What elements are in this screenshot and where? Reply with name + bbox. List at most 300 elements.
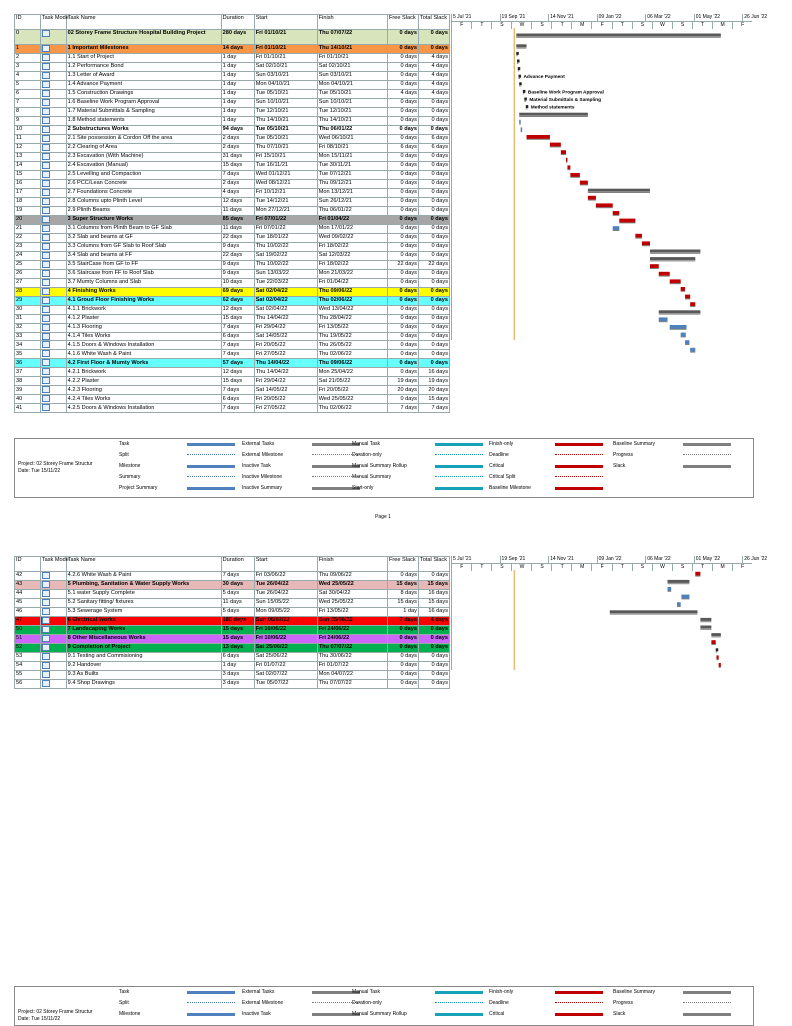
row-id: 43 [15,580,41,589]
task-name: 6 Electrical Works [66,616,221,625]
table-row[interactable] [15,296,450,305]
task-mode-icon [40,260,66,269]
task-total-slack: 20 days [418,386,449,395]
row-id: 8 [15,107,41,116]
legend-item-label: Duration-only [352,1000,382,1006]
task-mode-icon [40,197,66,206]
baseline-bar [690,306,695,307]
milestone-marker[interactable] [524,98,527,101]
summary-bar[interactable] [519,113,588,116]
legend-item-label: Baseline Summary [613,441,655,447]
task-bar[interactable] [690,302,695,306]
table-row[interactable] [15,670,450,679]
table-row[interactable] [15,661,450,670]
milestone-marker[interactable] [526,105,529,108]
task-mode-icon [40,616,66,625]
timescale-minor-label: S [632,21,653,29]
task-duration: 11 days [221,224,254,233]
task-finish: Fri 13/05/22 [317,323,387,332]
task-free-slack: 15 days [387,580,418,589]
task-total-slack: 0 days [418,224,449,233]
task-free-slack: 0 days [387,134,418,143]
summary-bar[interactable] [700,626,711,629]
row-id: 5 [15,80,41,89]
row-id: 9 [15,116,41,125]
summary-bar[interactable] [650,257,695,260]
table-row[interactable] [15,395,450,404]
task-bar[interactable] [650,264,659,268]
summary-bar[interactable] [668,580,690,583]
task-finish: Tue 12/10/21 [317,107,387,116]
task-duration: 7 days [221,404,254,413]
task-mode-icon [40,377,66,386]
task-name: 4.2.6 White Wash & Paint [66,572,221,581]
table-row[interactable] [15,332,450,341]
auto-scheduled-task-icon [42,341,50,348]
task-total-slack: 0 days [418,116,449,125]
task-duration: 12 days [221,197,254,206]
table-row[interactable] [15,80,450,89]
table-row[interactable] [15,71,450,80]
task-total-slack: 0 days [418,652,449,661]
table-row[interactable] [15,45,450,54]
table-row[interactable] [15,580,450,589]
auto-scheduled-task-icon [42,117,50,124]
table-row[interactable] [15,161,450,170]
timescale-minor-label: F [591,21,612,29]
table-row[interactable] [15,616,450,625]
row-id: 35 [15,350,41,359]
summary-bar[interactable] [588,189,650,192]
table-row[interactable] [15,206,450,215]
table-row[interactable] [15,188,450,197]
task-finish: Mon 15/11/21 [317,152,387,161]
task-free-slack: 0 days [387,233,418,242]
legend-item-label: Inactive Milestone [242,474,283,480]
table-row[interactable] [15,251,450,260]
task-bar[interactable] [668,587,672,591]
task-start: Thu 14/10/21 [254,116,317,125]
timescale-minor-label: M [712,21,733,29]
summary-bar[interactable] [516,44,526,47]
table-row[interactable] [15,386,450,395]
auto-scheduled-task-icon [42,162,50,169]
task-bar[interactable] [550,143,561,147]
table-row[interactable] [15,589,450,598]
task-mode-icon [40,332,66,341]
row-id: 55 [15,670,41,679]
baseline-bar [642,245,650,246]
task-total-slack: 0 days [418,572,449,581]
task-total-slack: 7 days [418,404,449,413]
auto-scheduled-task-icon [42,72,50,79]
table-header [15,557,450,572]
task-duration: 10 days [221,278,254,287]
row-id: 45 [15,598,41,607]
milestone-marker[interactable] [523,90,526,93]
table-row[interactable] [15,350,450,359]
table-row[interactable] [15,368,450,377]
task-bar[interactable] [519,120,521,124]
task-finish: Mon 04/10/21 [317,80,387,89]
task-total-slack: 0 days [418,197,449,206]
task-bar[interactable] [711,640,715,644]
milestone-marker[interactable] [519,82,522,85]
baseline-bar [550,146,561,147]
auto-scheduled-task-icon [42,198,50,205]
task-bar[interactable] [570,173,579,177]
task-finish: Tue 07/12/21 [317,170,387,179]
table-row[interactable] [15,98,450,107]
task-start: Tue 22/03/22 [254,278,317,287]
task-bar[interactable] [681,595,689,599]
row-id: 15 [15,170,41,179]
table-row[interactable] [15,305,450,314]
task-finish: Fri 01/07/22 [317,661,387,670]
row-id: 7 [15,98,41,107]
table-row[interactable] [15,598,450,607]
task-bar[interactable] [716,655,718,659]
task-start: Mon 09/05/22 [254,607,317,616]
task-bar[interactable] [619,219,635,223]
task-duration: 15 days [221,625,254,634]
task-name: 4.2.3 Flooring [66,386,221,395]
auto-scheduled-task-icon [42,653,50,660]
timescale-minor-label: W [511,563,532,571]
task-bar[interactable] [580,181,588,185]
auto-scheduled-task-icon [42,234,50,241]
milestone-marker[interactable] [716,648,719,651]
row-id: 37 [15,368,41,377]
timescale-minor-label: T [471,563,492,571]
task-mode-icon [40,71,66,80]
table-row[interactable] [15,404,450,413]
table-row[interactable] [15,89,450,98]
legend-page-2 [14,986,754,1026]
task-name: 1.6 Baseline Work Program Approval [66,98,221,107]
table-row[interactable] [15,30,450,45]
task-duration: 180 days [221,616,254,625]
legend-item-label: Baseline Milestone [489,485,531,491]
table-row[interactable] [15,607,450,616]
task-free-slack: 0 days [387,224,418,233]
timescale-minor-label: T [692,563,713,571]
table-row[interactable] [15,170,450,179]
task-name: 1.5 Construction Drawings [66,89,221,98]
task-duration: 3 days [221,670,254,679]
task-bar[interactable] [642,241,650,245]
header-duration: Duration [221,557,254,572]
header-task-name: Task Name [66,15,221,30]
legend-symbol [435,1002,483,1006]
table-row[interactable] [15,152,450,161]
task-duration: 6 days [221,652,254,661]
task-free-slack: 0 days [387,350,418,359]
task-bar[interactable] [596,203,613,207]
task-finish: Fri 01/10/21 [317,53,387,62]
task-name: 5.1 water Supply Complete [66,589,221,598]
task-bar[interactable] [719,663,721,667]
task-mode-icon [40,215,66,224]
task-duration: 2 days [221,179,254,188]
milestone-marker[interactable] [518,75,521,78]
task-total-slack: 0 days [418,643,449,652]
table-row[interactable] [15,572,450,581]
task-bar[interactable] [677,602,681,606]
table-row[interactable] [15,287,450,296]
task-bar[interactable] [681,333,686,337]
task-bar[interactable] [670,325,687,329]
baseline-bar [670,283,681,284]
task-finish: Mon 13/12/21 [317,188,387,197]
task-start: Sun 03/10/21 [254,71,317,80]
task-name: 3.1 Columns from Plinth Beam to GF Slab [66,224,221,233]
timescale-major-label: 06 Mar '22 [645,556,695,563]
task-free-slack: 0 days [387,53,418,62]
row-id: 34 [15,341,41,350]
task-mode-icon [40,580,66,589]
task-free-slack: 0 days [387,314,418,323]
table-row[interactable] [15,107,450,116]
auto-scheduled-task-icon [42,54,50,61]
task-total-slack: 4 days [418,89,449,98]
baseline-bar [527,139,550,140]
task-start: Sun 13/03/22 [254,269,317,278]
summary-bar[interactable] [659,310,701,313]
task-total-slack: 4 days [418,62,449,71]
table-row[interactable] [15,215,450,224]
task-total-slack: 4 days [418,71,449,80]
table-row[interactable] [15,233,450,242]
auto-scheduled-task-icon [42,225,50,232]
task-free-slack: 19 days [387,377,418,386]
baseline-bar [516,55,518,56]
task-start: Sun 06/02/22 [254,616,317,625]
row-id: 33 [15,332,41,341]
task-start: Fri 03/06/22 [254,572,317,581]
row-id: 52 [15,643,41,652]
legend-item-label: Slack [613,1011,626,1017]
task-duration: 15 days [221,161,254,170]
table-row[interactable] [15,53,450,62]
task-start: Sun 15/05/22 [254,598,317,607]
table-row[interactable] [15,179,450,188]
timescale-major-label: 14 Nov '21 [548,14,598,21]
legend-date: Date: Tue 15/11/22 [18,1016,61,1022]
task-bar[interactable] [521,127,523,131]
timescale-major-label: 01 May '22 [694,14,744,21]
baseline-bar [613,215,620,216]
task-bar[interactable] [681,287,685,291]
table-row[interactable] [15,134,450,143]
header-task-mode: Task Mode [40,557,66,572]
legend-symbol [555,443,603,446]
task-mode-icon [40,625,66,634]
task-finish: Thu 02/06/22 [317,350,387,359]
auto-scheduled-task-icon [42,368,50,375]
task-bar[interactable] [566,158,568,162]
task-free-slack: 0 days [387,643,418,652]
task-bar[interactable] [690,348,695,352]
table-row[interactable] [15,679,450,688]
baseline-bar [518,70,520,71]
task-start: Tue 05/10/21 [254,125,317,134]
summary-bar[interactable] [516,34,721,37]
task-bar[interactable] [685,295,690,299]
table-row[interactable] [15,341,450,350]
table-row[interactable] [15,116,450,125]
table-row[interactable] [15,242,450,251]
row-id: 46 [15,607,41,616]
task-bar[interactable] [588,196,596,200]
row-id: 4 [15,71,41,80]
table-row[interactable] [15,314,450,323]
auto-scheduled-task-icon [42,359,50,366]
task-name: 4.1.4 Tiles Works [66,332,221,341]
task-bar[interactable] [695,572,700,576]
summary-bar[interactable] [610,610,698,613]
task-finish: Fri 18/02/22 [317,260,387,269]
auto-scheduled-task-icon [42,608,50,615]
milestone-marker[interactable] [517,60,520,63]
auto-scheduled-task-icon [42,617,50,624]
task-total-slack: 0 days [418,233,449,242]
row-id: 22 [15,233,41,242]
table-row[interactable] [15,260,450,269]
task-duration: 1 day [221,89,254,98]
task-free-slack: 0 days [387,395,418,404]
row-id: 12 [15,143,41,152]
table-row[interactable] [15,278,450,287]
table-row[interactable] [15,224,450,233]
row-id: 20 [15,215,41,224]
row-id: 56 [15,679,41,688]
task-free-slack: 0 days [387,670,418,679]
task-mode-icon [40,341,66,350]
task-mode-icon [40,404,66,413]
task-start: Fri 20/05/22 [254,395,317,404]
task-duration: 1 day [221,98,254,107]
task-finish: Wed 06/10/21 [317,134,387,143]
auto-scheduled-task-icon [42,680,50,687]
task-finish: Sat 21/05/22 [317,377,387,386]
task-free-slack: 0 days [387,62,418,71]
legend-symbol [555,1013,603,1016]
legend-project-name: Project: 02 Storey Frame Structur [18,1009,93,1015]
timescale-minor-label: M [571,563,592,571]
task-bar[interactable] [685,340,689,344]
table-row[interactable] [15,269,450,278]
task-mode-icon [40,652,66,661]
baseline-bar [588,200,596,201]
table-row[interactable] [15,634,450,643]
task-bar[interactable] [635,234,642,238]
task-free-slack: 0 days [387,368,418,377]
task-bar[interactable] [659,317,668,321]
table-row[interactable] [15,323,450,332]
task-bar[interactable] [670,279,681,283]
row-id: 0 [15,30,41,45]
row-id: 16 [15,179,41,188]
task-duration: 31 days [221,152,254,161]
auto-scheduled-task-icon [42,671,50,678]
task-finish: Fri 18/02/22 [317,242,387,251]
task-total-slack: 0 days [418,45,449,54]
task-finish: Tue 05/10/21 [317,89,387,98]
summary-bar[interactable] [650,250,700,253]
row-id: 2 [15,53,41,62]
legend-project-info [18,1009,92,1023]
summary-bar[interactable] [711,633,720,636]
table-row[interactable] [15,143,450,152]
task-free-slack: 0 days [387,332,418,341]
table-row[interactable] [15,643,450,652]
task-finish: Thu 06/01/22 [317,206,387,215]
milestone-marker[interactable] [516,52,519,55]
table-row[interactable] [15,125,450,134]
row-id: 25 [15,260,41,269]
task-mode-icon [40,233,66,242]
task-finish: Sat 30/04/22 [317,589,387,598]
task-mode-icon [40,98,66,107]
task-total-slack: 0 days [418,670,449,679]
summary-bar[interactable] [700,618,711,621]
auto-scheduled-task-icon [42,180,50,187]
task-bar[interactable] [561,150,566,154]
task-bar[interactable] [527,135,550,139]
task-name: 4.1.6 White Wash & Paint [66,350,221,359]
baseline-bar [526,108,528,109]
task-bar[interactable] [567,165,570,169]
task-duration: 5 days [221,607,254,616]
task-total-slack: 0 days [418,296,449,305]
baseline-bar [517,63,519,64]
task-free-slack: 7 days [387,616,418,625]
auto-scheduled-task-icon [42,590,50,597]
table-row[interactable] [15,359,450,368]
table-row[interactable] [15,652,450,661]
task-duration: 62 days [221,296,254,305]
task-start: Fri 07/01/22 [254,224,317,233]
baseline-bar [650,260,695,261]
task-bar[interactable] [659,272,670,276]
task-free-slack: 0 days [387,80,418,89]
task-finish: Thu 02/06/22 [317,296,387,305]
task-total-slack: 0 days [418,341,449,350]
gantt-bars-page-2 [451,570,753,670]
legend-item-label: Critical [489,463,505,469]
table-row[interactable] [15,625,450,634]
task-total-slack: 19 days [418,377,449,386]
task-bar[interactable] [613,226,620,230]
baseline-bar [650,268,659,269]
table-row[interactable] [15,62,450,71]
table-row[interactable] [15,197,450,206]
table-row[interactable] [15,377,450,386]
auto-scheduled-task-icon [42,662,50,669]
row-id: 19 [15,206,41,215]
task-name: 3.4 Slab and beams at FF [66,251,221,260]
task-duration: 85 days [221,215,254,224]
task-finish: Fri 08/10/21 [317,143,387,152]
task-name: 02 Storey Frame Structure Hospital Building Project [66,30,221,45]
task-start: Sat 25/06/22 [254,643,317,652]
milestone-marker[interactable] [518,67,521,70]
task-bar[interactable] [613,211,620,215]
task-name: 5 Plumbing, Sanitation & Water Supply Works [66,580,221,589]
task-name: 2.8 Columns upto Plinth Level [66,197,221,206]
task-duration: 1 day [221,71,254,80]
